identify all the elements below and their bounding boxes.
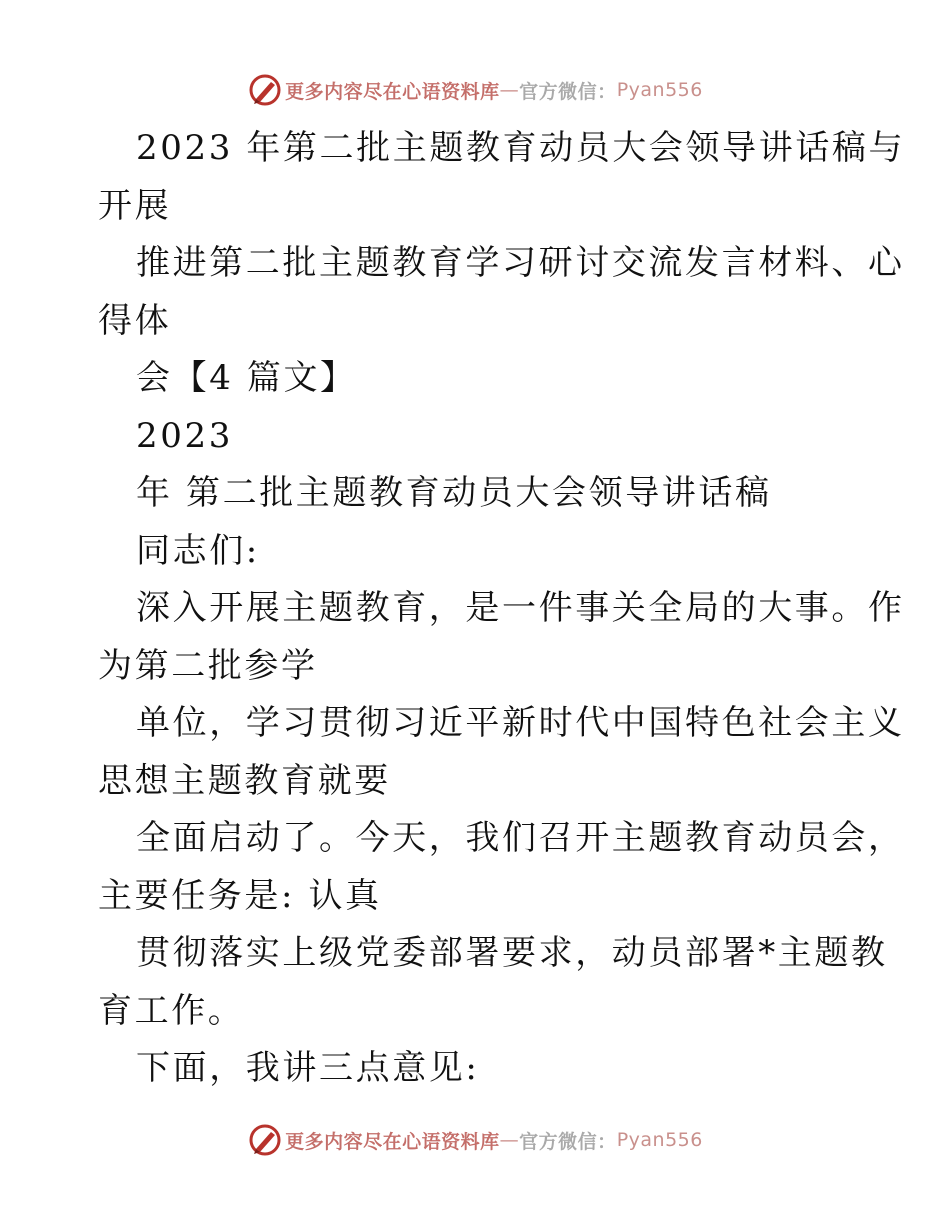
watermark-wechat-label: 官方微信：	[519, 1130, 617, 1153]
watermark-wechat-label: 官方微信：	[519, 80, 617, 103]
watermark-wechat-id: Pyan556	[616, 1129, 703, 1151]
red-pen-circle-logo-icon	[247, 1122, 283, 1158]
text-line: 主要任务是: 认真	[98, 875, 382, 916]
document-body	[98, 120, 906, 1098]
text-line: 开展	[98, 185, 172, 226]
text-line: 推进第二批主题教育学习研讨交流发言材料、心	[136, 243, 905, 283]
footer-watermark	[0, 1120, 950, 1160]
watermark-dash: —	[499, 1129, 520, 1151]
text-line: 下面，我讲三点意见:	[136, 1048, 480, 1088]
text-line: 育工作。	[98, 990, 245, 1031]
text-line: 思想主题教育就要	[98, 760, 391, 801]
header-watermark	[0, 70, 950, 110]
text-line: 贯彻落实上级党委部署要求，动员部署*主题教	[136, 933, 888, 973]
watermark-site-text: 更多内容尽在心语资料库	[285, 80, 500, 103]
text-line: 同志们:	[136, 530, 260, 571]
red-pen-circle-logo-icon	[247, 72, 283, 108]
watermark-dash: —	[499, 79, 520, 101]
watermark-site-text: 更多内容尽在心语资料库	[285, 1130, 500, 1153]
text-line: 为第二批参学	[98, 645, 318, 686]
text-line: 会【4 篇文】	[136, 358, 357, 398]
text-line: 2023	[136, 415, 233, 456]
text-line: 深入开展主题教育，是一件事关全局的大事。作	[136, 588, 905, 628]
text-line: 单位，学习贯彻习近平新时代中国特色社会主义	[136, 703, 905, 743]
text-line: 全面启动了。今天，我们召开主题教育动员会，	[136, 818, 905, 858]
watermark-wechat-id: Pyan556	[616, 79, 703, 101]
text-line: 得体	[98, 300, 172, 341]
text-line: 年 第二批主题教育动员大会领导讲话稿	[136, 473, 772, 513]
text-line: 2023 年第二批主题教育动员大会领导讲话稿与	[136, 128, 906, 168]
